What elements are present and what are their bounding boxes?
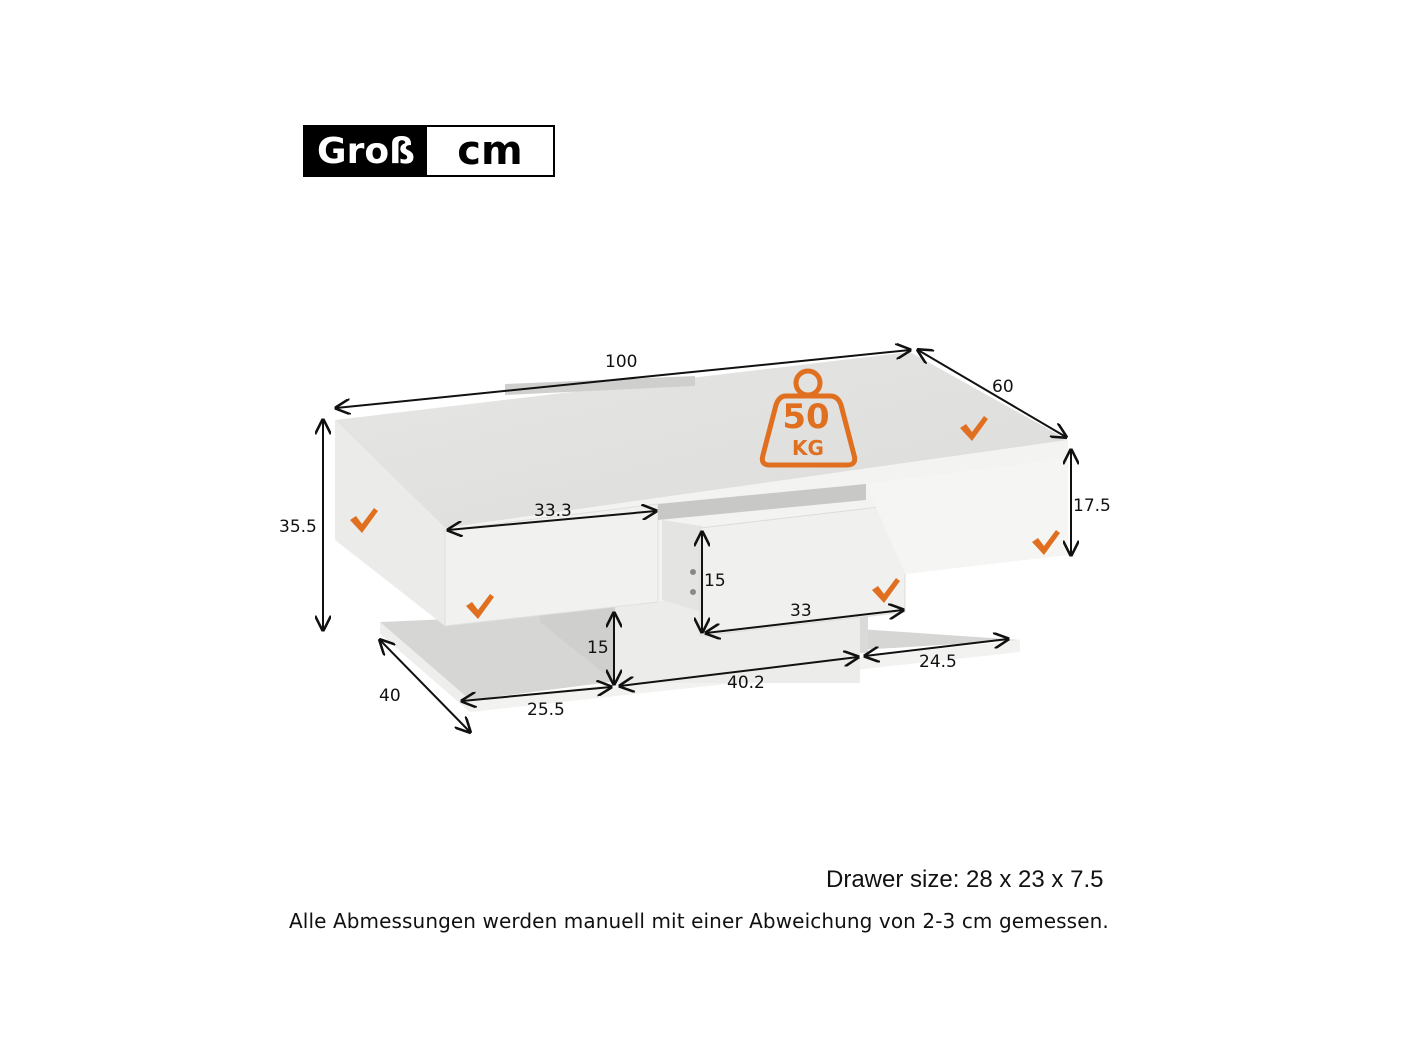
dim-drawer-right-width: 33 [790, 601, 812, 621]
dim-top-height: 17.5 [1073, 496, 1111, 516]
dim-depth: 60 [992, 377, 1014, 397]
dim-drawer-height: 15 [704, 571, 726, 591]
dim-length: 100 [605, 352, 638, 372]
dim-base-middle: 40.2 [727, 673, 765, 693]
dim-base-left: 25.5 [527, 700, 565, 720]
size-label: Groß [305, 127, 427, 175]
dim-gap-height: 15 [587, 638, 609, 658]
dim-total-height: 35.5 [279, 517, 317, 537]
dim-base-right: 24.5 [919, 652, 957, 672]
load-value: 50 [782, 397, 830, 437]
load-unit: KG [792, 436, 824, 460]
drawer-size-text: Drawer size: 28 x 23 x 7.5 [826, 866, 1104, 893]
unit-label: cm [427, 127, 553, 175]
measurement-note: Alle Abmessungen werden manuell mit einer Abweichung von 2-3 cm gemessen. [289, 909, 1109, 933]
dim-base-depth: 40 [379, 686, 401, 706]
dim-drawer-left-width: 33.3 [534, 501, 572, 521]
